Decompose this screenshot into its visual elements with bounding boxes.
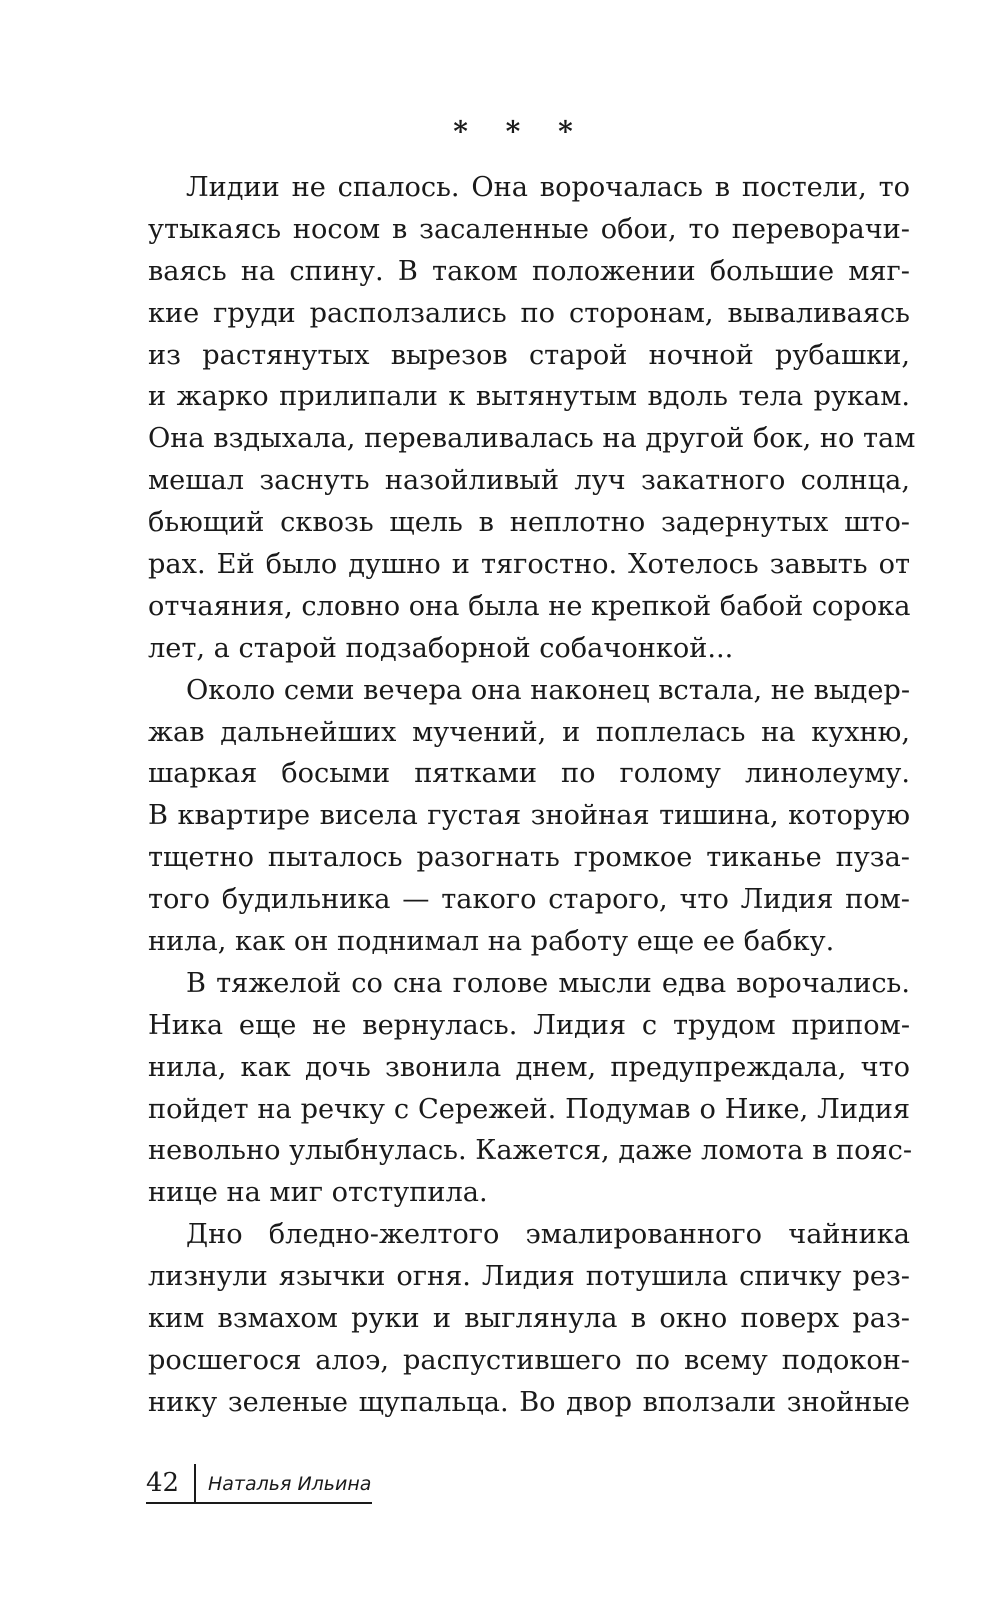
text-line: из растянутых вырезов старой ночной рубашки,: [148, 339, 910, 371]
text-line: нику зеленые щупальца. Во двор вползали знойные: [148, 1386, 910, 1418]
text-line: В тяжелой со сна голове мысли едва ворочались.: [186, 967, 910, 999]
text-line: и жарко прилипали к вытянутым вдоль тела рукам.: [148, 381, 910, 413]
text-line: рах. Ей было душно и тягостно. Хотелось завыть от: [148, 549, 910, 581]
text-line: Дно бледно-желтого эмалированного чайника: [186, 1219, 910, 1251]
text-line: мешал заснуть назойливый луч закатного солнца,: [148, 465, 910, 497]
paragraph: [148, 167, 916, 670]
text-line: росшегося алоэ, распустившего по всему подокон-: [148, 1344, 910, 1376]
footer-divider: [194, 1464, 196, 1502]
text-line: лет, а старой подзаборной собачонкой...: [148, 632, 734, 664]
paragraph: [148, 1214, 910, 1423]
text-line: В квартире висела густая знойная тишина, которую: [148, 800, 910, 832]
text-line: пойдет на речку с Сережей. Подумав о Нике, Лидия: [148, 1093, 910, 1125]
text-line: шаркая босыми пятками по голому линолеуму.: [148, 758, 910, 790]
text-line: бьющий сквозь щель в неплотно задернутых што-: [148, 507, 910, 539]
section-break: * * *: [453, 115, 587, 148]
text-line: отчаяния, словно она была не крепкой бабой сорока: [148, 590, 911, 622]
text-line: кие груди расползались по сторонам, вываливаясь: [148, 297, 910, 329]
text-line: тщетно пыталось разогнать громкое тиканье пуза-: [148, 842, 910, 874]
text-line: лизнули язычки огня. Лидия потушила спичку рез-: [148, 1261, 910, 1293]
text-line: нила, как дочь звонила днем, предупреждала, что: [148, 1051, 910, 1083]
text-line: нила, как он поднимал на работу еще ее бабку.: [148, 926, 835, 958]
text-line: того будильника — такого старого, что Лидия пом-: [148, 884, 910, 916]
text-line: Она вздыхала, переваливалась на другой бок, но там: [148, 423, 916, 455]
text-line: жав дальнейших мучений, и поплелась на кухню,: [148, 716, 910, 748]
text-line: Ника еще не вернулась. Лидия с трудом припом-: [148, 1009, 910, 1041]
paragraph: [148, 963, 913, 1214]
page-footer: [146, 1464, 372, 1504]
text-line: нице на миг отступила.: [148, 1177, 488, 1209]
text-line: Лидии не спалось. Она ворочалась в постели, то: [186, 172, 910, 203]
page-number: 42: [146, 1468, 180, 1498]
running-author: Наталья Ильина: [208, 1473, 372, 1495]
text-line: ким взмахом руки и выглянула в окно поверх раз-: [148, 1303, 910, 1335]
text-line: ваясь на спину. В таком положении большие мяг-: [148, 255, 910, 287]
text-line: Около семи вечера она наконец встала, не выдер-: [186, 674, 910, 706]
body-text: [148, 167, 916, 1424]
text-line: невольно улыбнулась. Кажется, даже ломота в пояс-: [148, 1135, 913, 1167]
text-line: утыкаясь носом в засаленные обои, то переворачи-: [148, 213, 910, 245]
paragraph: [148, 670, 910, 963]
